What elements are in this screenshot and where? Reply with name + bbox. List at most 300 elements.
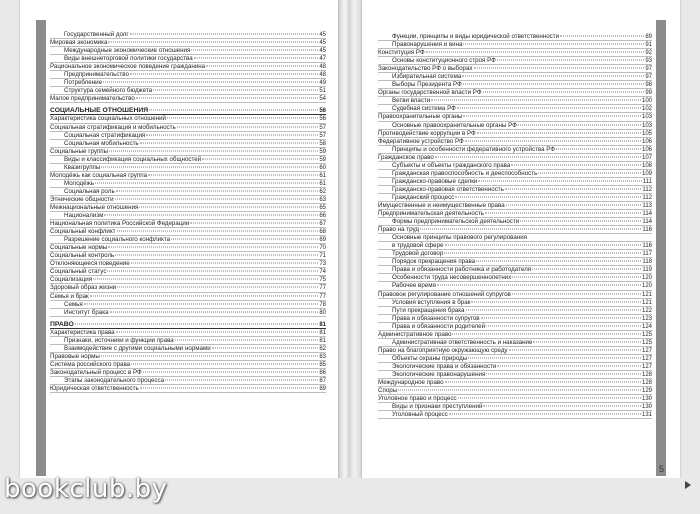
toc-leader-dots (486, 373, 641, 374)
toc-entry-page: 121 (641, 299, 652, 306)
toc-leader-dots (452, 333, 641, 334)
toc-entry (50, 244, 326, 252)
toc-entry-title: Выборы Президента РФ (392, 81, 462, 89)
toc-entry (378, 154, 652, 162)
toc-entry-title: Рабочее время (392, 282, 436, 290)
toc-leader-dots (449, 414, 641, 415)
toc-entry-title: Формы предпринимательской деятельности (392, 218, 520, 226)
toc-entry-title: Споры (378, 387, 398, 395)
toc-entry-page: 69 (319, 237, 326, 244)
toc-leader-dots (463, 116, 641, 117)
toc-leader-dots (107, 271, 318, 272)
toc-leader-dots (104, 215, 318, 216)
toc-entry-page: 68 (319, 229, 326, 236)
toc-entry (50, 276, 326, 284)
toc-entry-title: Избирательная система (392, 73, 462, 81)
toc-leader-dots (457, 108, 641, 109)
toc-entry-title: Международное право (378, 379, 444, 387)
toc-entry (378, 363, 652, 371)
toc-leader-dots (130, 34, 319, 35)
toc-entry (50, 172, 326, 180)
toc-entry (378, 105, 652, 113)
toc-entry (378, 73, 652, 81)
toc-entry-title: Молодёжь (64, 179, 94, 187)
toc-leader-dots (556, 148, 641, 149)
toc-entry (378, 291, 652, 299)
toc-entry (378, 331, 652, 339)
toc-entry-title: Законодательный процесс в РФ (50, 368, 142, 376)
toc-entry (378, 33, 652, 41)
toc-entry (50, 188, 326, 196)
toc-entry (378, 274, 652, 282)
toc-entry-title: Имущественные и неимущественные права (378, 201, 505, 209)
toc-entry-page: 89 (645, 34, 652, 40)
toc-entry-title: Пути прекращения брака (392, 306, 465, 314)
toc-entry-page: 120 (641, 283, 652, 290)
toc-entry-page: 116 (642, 227, 652, 234)
toc-leader-dots (90, 295, 319, 296)
toc-entry (50, 132, 326, 140)
toc-leader-dots (171, 239, 318, 240)
toc-leader-dots (95, 182, 318, 183)
toc-entry (50, 31, 326, 39)
toc-entry-page: 119 (642, 267, 652, 274)
toc-entry-page: 106 (641, 146, 652, 153)
toc-entry-title: Органы государственной власти РФ (378, 89, 482, 97)
toc-entry-title: Административная ответственность и наказание (392, 338, 533, 346)
toc-entry-title: Система российского права (50, 360, 131, 368)
toc-leader-dots (116, 190, 319, 191)
toc-entry-page: 61 (319, 172, 326, 179)
toc-entry (378, 186, 652, 194)
toc-entry-page: 111 (642, 178, 652, 185)
toc-leader-dots (435, 156, 641, 157)
toc-entry-title: Признаки, источники и функции права (64, 336, 174, 344)
toc-entry-title: Виды внешнеторговой политики государства (64, 55, 193, 63)
toc-entry-title: Социальные группы (50, 147, 109, 155)
toc-section-heading (50, 107, 326, 115)
toc-leader-dots (101, 355, 318, 356)
toc-entry-title: Структура семейного бюджета (64, 87, 153, 95)
toc-entry-title: Судебная система РФ (392, 105, 456, 113)
toc-entry (50, 369, 326, 377)
toc-leader-dots (505, 188, 642, 189)
toc-leader-dots (136, 98, 319, 99)
toc-entry-page: 108 (641, 162, 652, 169)
toc-entry (378, 347, 652, 355)
toc-entry-title: Социальный конфликт (50, 228, 116, 236)
toc-entry (378, 282, 652, 290)
toc-entry (378, 130, 652, 138)
toc-entry (50, 39, 326, 47)
toc-entry (378, 226, 652, 234)
toc-leader-dots (512, 277, 641, 278)
toc-entry (50, 228, 326, 236)
toc-entry-page: 121 (641, 291, 652, 298)
toc-entry-title: Рациональное экономическое поведение гражданина (50, 63, 206, 71)
toc-entry-title: Гражданское право (378, 153, 434, 161)
toc-entry-page: 128 (641, 380, 652, 387)
toc-leader-dots (108, 42, 318, 43)
toc-entry-title: Гражданско-правовые сделки (392, 177, 478, 185)
toc-entry (378, 323, 652, 331)
toc-entry-title: Права и обязанности работника и работодателя (392, 266, 532, 274)
toc-entry (50, 164, 326, 172)
toc-entry-title: Функции, принципы и виды юридической ответственности (392, 33, 560, 40)
toc-entry (378, 315, 652, 323)
toc-entry (50, 212, 326, 220)
toc-entry-page: 131 (641, 412, 652, 419)
toc-leader-dots (117, 287, 318, 288)
toc-leader-dots (175, 339, 319, 340)
right-page-side-bar (656, 20, 666, 476)
toc-entry-page: 125 (641, 339, 652, 346)
toc-leader-dots (483, 92, 645, 93)
toc-entry-page: 103 (641, 114, 652, 121)
toc-entry (50, 345, 326, 353)
toc-leader-dots (474, 68, 645, 69)
toc-leader-dots (117, 231, 319, 232)
toc-entry-title: Социальная стратификация (64, 131, 146, 139)
toc-entry-page: 81 (319, 321, 326, 328)
toc-entry-title: Национальная политика Российской Федерации (50, 220, 190, 228)
toc-entry-page: 58 (319, 140, 326, 147)
book-gutter-right (348, 0, 362, 478)
toc-entry-page: 78 (319, 301, 326, 308)
toc-entry (50, 148, 326, 156)
toc-entry-title: Федеративное устройство РФ (378, 137, 464, 145)
toc-leader-dots (532, 269, 641, 270)
toc-leader-dots (444, 253, 641, 254)
toc-leader-dots (103, 82, 318, 83)
toc-leader-dots (140, 142, 319, 143)
toc-entry (378, 299, 652, 307)
toc-entry-page: 60 (319, 164, 326, 171)
toc-entry (378, 146, 652, 154)
toc-entry-page: 122 (641, 307, 652, 314)
toc-leader-dots (139, 206, 318, 207)
toc-leader-dots (458, 398, 641, 399)
toc-entry-title: Правовое регулирование отношений супругов (378, 290, 511, 298)
toc-entry-page: 91 (645, 42, 652, 49)
next-page-arrow-icon[interactable] (685, 481, 691, 489)
toc-entry-page: 77 (319, 285, 326, 292)
toc-entry (378, 122, 652, 130)
toc-entry-title: Конституция РФ (378, 49, 425, 57)
toc-leader-dots (538, 172, 641, 173)
toc-entry-page: 93 (645, 58, 652, 65)
toc-entry-title: Особенности труда несовершеннолетних (392, 274, 512, 282)
right-toc-list (378, 33, 652, 419)
toc-entry-title: Законодательство РФ о выборах (378, 65, 473, 73)
toc-entry (378, 307, 652, 315)
toc-entry-title: Социальный статус (50, 268, 107, 276)
toc-leader-dots (153, 90, 318, 91)
toc-leader-dots (512, 293, 641, 294)
toc-entry-title: Здоровый образ жизни (50, 284, 117, 292)
toc-entry-title: Семья и брак (50, 292, 89, 300)
toc-entry (378, 411, 652, 419)
toc-entry-title: Семья (64, 300, 83, 308)
toc-leader-dots (518, 124, 641, 125)
toc-entry-title: Основные принципы правового регулирования (392, 234, 528, 242)
toc-entry-title: Виды и классификация социальных общностей (64, 155, 202, 163)
toc-entry-page: 81 (319, 329, 326, 336)
toc-entry-title: Гражданский процесс (392, 193, 455, 201)
toc-leader-dots (116, 331, 319, 332)
toc-entry-title: Предпринимательская деятельность (378, 210, 485, 218)
toc-leader-dots (130, 74, 318, 75)
toc-entry-title: Социальная стратификация и мобильность (50, 123, 176, 131)
toc-entry (50, 236, 326, 244)
toc-entry-page: 70 (319, 245, 326, 252)
toc-entry-page: 87 (319, 377, 326, 384)
toc-leader-dots (108, 247, 318, 248)
toc-entry-title: Трудовой договор (392, 250, 444, 258)
toc-entry-page: 125 (641, 331, 652, 338)
toc-entry-page: 56 (319, 108, 326, 115)
toc-entry-page: 97 (645, 74, 652, 81)
toc-entry (378, 41, 652, 49)
toc-entry (378, 57, 652, 65)
toc-entry-title: Предпринимательство (64, 71, 129, 79)
toc-leader-dots (476, 261, 641, 262)
toc-entry-title: Субъекты и объекты гражданского права (392, 161, 511, 169)
toc-entry-page: 114 (642, 211, 652, 218)
toc-entry-page: 107 (641, 154, 652, 161)
toc-entry (378, 178, 652, 186)
toc-entry-page: 105 (641, 130, 652, 137)
toc-leader-dots (84, 303, 319, 304)
toc-leader-dots (177, 126, 319, 127)
toc-leader-dots (110, 311, 319, 312)
toc-leader-dots (511, 164, 641, 165)
toc-leader-dots (497, 60, 644, 61)
toc-entry (50, 284, 326, 292)
toc-entry-title: Основы конституционного строя РФ (392, 57, 496, 65)
toc-entry-page: 66 (319, 213, 326, 220)
toc-entry (378, 49, 652, 57)
toc-entry-page: 127 (641, 355, 652, 362)
toc-entry-title: Юридическая ответственность (50, 385, 139, 393)
toc-entry-title: Порядок прекращения права (392, 258, 476, 266)
toc-entry-page: 92 (645, 50, 652, 57)
toc-entry-title: Квазигруппы (64, 163, 101, 171)
toc-entry-page: 47 (319, 56, 326, 63)
toc-entry-page: 45 (319, 48, 326, 55)
toc-entry (50, 47, 326, 55)
toc-entry-page: 57 (319, 124, 326, 131)
toc-section-heading (50, 321, 326, 329)
toc-entry-page: 57 (319, 132, 326, 139)
toc-leader-dots (149, 110, 318, 111)
toc-leader-dots (109, 150, 318, 151)
toc-entry-title: Национализм (64, 212, 104, 220)
toc-entry-title: Административное право (378, 330, 452, 338)
toc-leader-dots (468, 357, 641, 358)
toc-entry (50, 329, 326, 337)
toc-entry-title: Разрешение социального конфликта (64, 236, 171, 244)
toc-entry-page: 45 (319, 32, 326, 38)
toc-entry-page: 74 (319, 269, 326, 276)
toc-entry-title: Правовые нормы (50, 352, 100, 360)
toc-entry-page: 127 (641, 363, 652, 370)
toc-entry-title: Взаимодействие с другими социальными нормами (64, 344, 211, 352)
toc-entry-page: 127 (641, 347, 652, 354)
toc-entry (378, 266, 652, 274)
toc-entry-page: 112 (642, 194, 652, 201)
toc-entry (50, 180, 326, 188)
toc-entry-page: 113 (642, 202, 652, 209)
toc-entry-title: Социализация (50, 276, 93, 284)
toc-entry-page: 117 (642, 251, 652, 258)
toc-leader-dots (75, 323, 319, 324)
toc-entry (378, 395, 652, 403)
toc-entry-title: в трудовой сфере (392, 242, 444, 250)
toc-entry (378, 339, 652, 347)
toc-entry (50, 293, 326, 301)
toc-entry (50, 140, 326, 148)
toc-entry-title: Малое предпринимательство (50, 95, 135, 103)
toc-entry-title: Потребление (64, 79, 103, 87)
toc-entry (50, 95, 326, 103)
toc-entry (50, 353, 326, 361)
toc-entry (50, 385, 326, 393)
toc-entry-title: Межнациональные отношения (50, 203, 139, 211)
toc-entry (378, 387, 652, 395)
toc-leader-dots (506, 204, 642, 205)
toc-entry-page: 45 (319, 40, 326, 47)
toc-entry (50, 260, 326, 268)
toc-leader-dots (483, 406, 641, 407)
toc-leader-dots (131, 263, 319, 264)
toc-entry (378, 81, 652, 89)
toc-entry-page: 86 (319, 369, 326, 376)
toc-leader-dots (398, 390, 641, 391)
toc-entry-page: 128 (641, 371, 652, 378)
toc-entry (378, 242, 652, 250)
toc-entry-page: 109 (641, 170, 652, 177)
toc-entry-page: 48 (319, 64, 326, 71)
toc-leader-dots (143, 371, 319, 372)
toc-entry-title: Международные экономические отношения (64, 47, 191, 55)
toc-entry-title: Права и обязанности родителей (392, 322, 486, 330)
toc-entry-page: 54 (319, 96, 326, 103)
toc-leader-dots (497, 365, 641, 366)
toc-entry-page: 81 (319, 337, 326, 344)
toc-entry-title: Противодействие коррупции в РФ (378, 129, 476, 137)
left-page (20, 0, 338, 478)
toc-entry-title: ПРАВО (50, 320, 74, 328)
toc-leader-dots (478, 180, 642, 181)
toc-leader-dots (481, 317, 641, 318)
toc-entry (50, 196, 326, 204)
toc-leader-dots (445, 382, 641, 383)
toc-entry-page: 75 (319, 277, 326, 284)
toc-leader-dots (93, 279, 318, 280)
toc-leader-dots (509, 349, 641, 350)
toc-entry-page: 98 (645, 82, 652, 89)
toc-entry-page: 71 (319, 253, 326, 260)
toc-leader-dots (167, 118, 318, 119)
toc-entry (378, 89, 652, 97)
toc-entry-page: 59 (319, 156, 326, 163)
toc-entry-title: Гражданская правоспособность и дееспособность (392, 169, 538, 177)
toc-entry-title: Мировая экономика (50, 39, 108, 47)
toc-entry (50, 87, 326, 95)
toc-entry-page: 118 (642, 259, 652, 266)
toc-entry (50, 204, 326, 212)
toc-leader-dots (190, 223, 318, 224)
toc-entry-title: Виды и признаки преступлений (392, 403, 483, 411)
toc-entry-title: Основные правоохранительные органы РФ (392, 121, 517, 129)
toc-entry-title: Объекты охраны природы (392, 354, 468, 362)
toc-entry-title: Социальная роль (64, 187, 115, 195)
toc-entry (50, 377, 326, 385)
toc-entry-title: СОЦИАЛЬНЫЕ ОТНОШЕНИЯ (50, 107, 149, 115)
toc-leader-dots (465, 140, 641, 141)
toc-entry-page: 99 (645, 90, 652, 97)
toc-leader-dots (466, 309, 641, 310)
toc-leader-dots (202, 158, 318, 159)
toc-entry-page: 89 (319, 386, 326, 393)
toc-entry (378, 170, 652, 178)
toc-entry (378, 403, 652, 411)
toc-leader-dots (148, 174, 318, 175)
toc-leader-dots (520, 221, 641, 222)
toc-entry (378, 162, 652, 170)
toc-entry-page: 116 (642, 243, 652, 250)
right-page (362, 0, 680, 478)
toc-entry (378, 218, 652, 226)
toc-leader-dots (212, 347, 319, 348)
toc-entry (378, 250, 652, 258)
toc-leader-dots (426, 52, 645, 53)
left-page-side-bar (36, 20, 46, 476)
toc-entry (378, 97, 652, 105)
toc-leader-dots (206, 66, 318, 67)
toc-leader-dots (463, 84, 645, 85)
toc-leader-dots (462, 76, 644, 77)
toc-entry-title: Характеристика права (50, 328, 115, 336)
toc-entry-page: 106 (641, 138, 652, 145)
toc-entry (378, 379, 652, 387)
toc-entry (50, 220, 326, 228)
toc-entry-title: Принципы и особенности федеративного устройства РФ (392, 145, 556, 153)
toc-entry (378, 355, 652, 363)
toc-entry-title: Этапы законодательного процесса (64, 376, 165, 384)
toc-leader-dots (471, 301, 641, 302)
toc-entry-title: Правонарушения и вина (392, 41, 463, 49)
toc-entry-page: 48 (319, 72, 326, 79)
toc-entry-title: Ветви власти (392, 97, 431, 105)
toc-entry (378, 138, 652, 146)
toc-entry-title: Правоохранительные органы (378, 113, 463, 121)
toc-leader-dots (533, 341, 641, 342)
toc-entry-page: 77 (319, 293, 326, 300)
toc-entry-page: 97 (645, 66, 652, 73)
toc-entry-page: 112 (642, 186, 652, 193)
toc-entry-page: 102 (641, 106, 652, 113)
toc-leader-dots (437, 285, 641, 286)
toc-leader-dots (115, 198, 319, 199)
toc-entry-title: Право на благоприятную окружающую среду (378, 346, 508, 354)
toc-entry-title: Гражданско-правовая ответственность (392, 185, 504, 193)
toc-entry-page: 124 (641, 323, 652, 330)
toc-entry-page: 100 (641, 98, 652, 105)
toc-leader-dots (477, 132, 641, 133)
toc-entry-title: Институт брака (64, 308, 109, 316)
